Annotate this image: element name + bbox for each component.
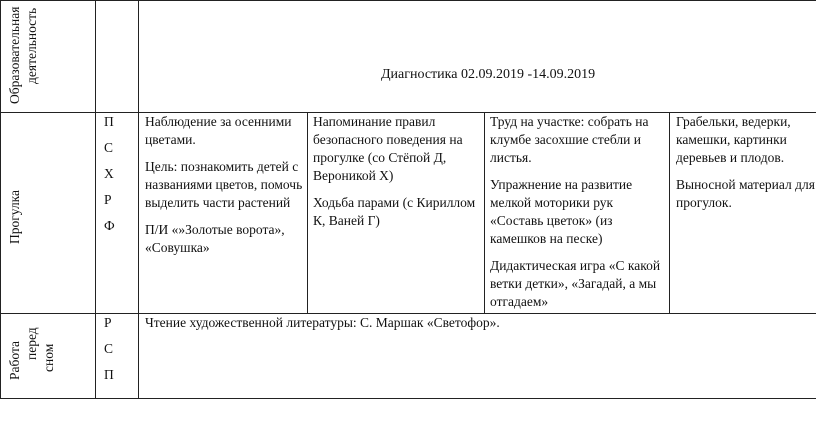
outdoor-games: П/И «»Золотые ворота», «Совушка»	[145, 222, 285, 255]
motor-exercise: Упражнение на развитие мелкой моторики рук «Составь цветок» (из камешков на песке)	[490, 177, 633, 246]
row-label-work-line3: сном	[41, 343, 56, 372]
letter-item: Р	[104, 315, 112, 330]
observation-text: Наблюдение за осенними цветами.	[145, 114, 292, 147]
row-label-education-line2: деятельность	[24, 7, 39, 84]
row-label-education-line1: Образовательная	[7, 6, 22, 104]
row-label-education	[6, 7, 40, 104]
work-reading-text: Чтение художественной литературы: С. Маршак «Светофор».	[145, 315, 500, 330]
walk-cell-observation	[145, 113, 303, 266]
observation-goal: Цель: познакомить детей с названиями цветов, помочь выделить части растений	[145, 159, 303, 210]
table-border-top	[0, 0, 816, 1]
walk-cell-materials	[676, 113, 816, 221]
col-divider-4	[484, 112, 485, 313]
materials-list: Грабельки, ведерки, камешки, картинки деревьев и плодов.	[676, 114, 791, 165]
col-divider-2	[138, 0, 139, 399]
row-label-work-before-sleep	[6, 327, 57, 380]
labor-task: Труд на участке: собрать на клумбе засохшие стебли и листья.	[490, 114, 649, 165]
col-divider-3	[307, 112, 308, 313]
work-letter-column	[104, 314, 124, 392]
diagnostics-title: Диагностика 02.09.2019 -14.09.2019	[381, 67, 596, 82]
table-border-left	[0, 0, 1, 399]
letter-item: Х	[104, 166, 114, 181]
row-label-work-line1: Работа	[7, 341, 22, 380]
pair-walking: Ходьба парами (с Кириллом К, Ваней Г)	[313, 195, 476, 228]
letter-item: П	[104, 367, 114, 382]
walk-letter-column	[104, 113, 124, 243]
letter-item: Ф	[104, 218, 115, 233]
walk-cell-safety	[313, 113, 481, 239]
letter-item: П	[104, 114, 114, 129]
safety-reminder: Напоминание правил безопасного поведения на прогулке (со Стёпой Д, Вероникой Х)	[313, 114, 463, 183]
outdoor-material: Выносной материал для прогулок.	[676, 177, 815, 210]
letter-item: Р	[104, 192, 112, 207]
row-label-work-line2: перед	[24, 327, 39, 360]
col-divider-1	[95, 0, 96, 399]
letter-item: С	[104, 341, 114, 356]
row-label-walk: Прогулка	[7, 189, 22, 244]
didactic-game: Дидактическая игра «С какой ветки детки», «Загадай, а мы отгадаем»	[490, 258, 661, 309]
letter-item: С	[104, 140, 114, 155]
col-divider-5	[669, 112, 670, 313]
table-border-bottom	[0, 398, 816, 399]
walk-cell-labor	[490, 113, 665, 320]
